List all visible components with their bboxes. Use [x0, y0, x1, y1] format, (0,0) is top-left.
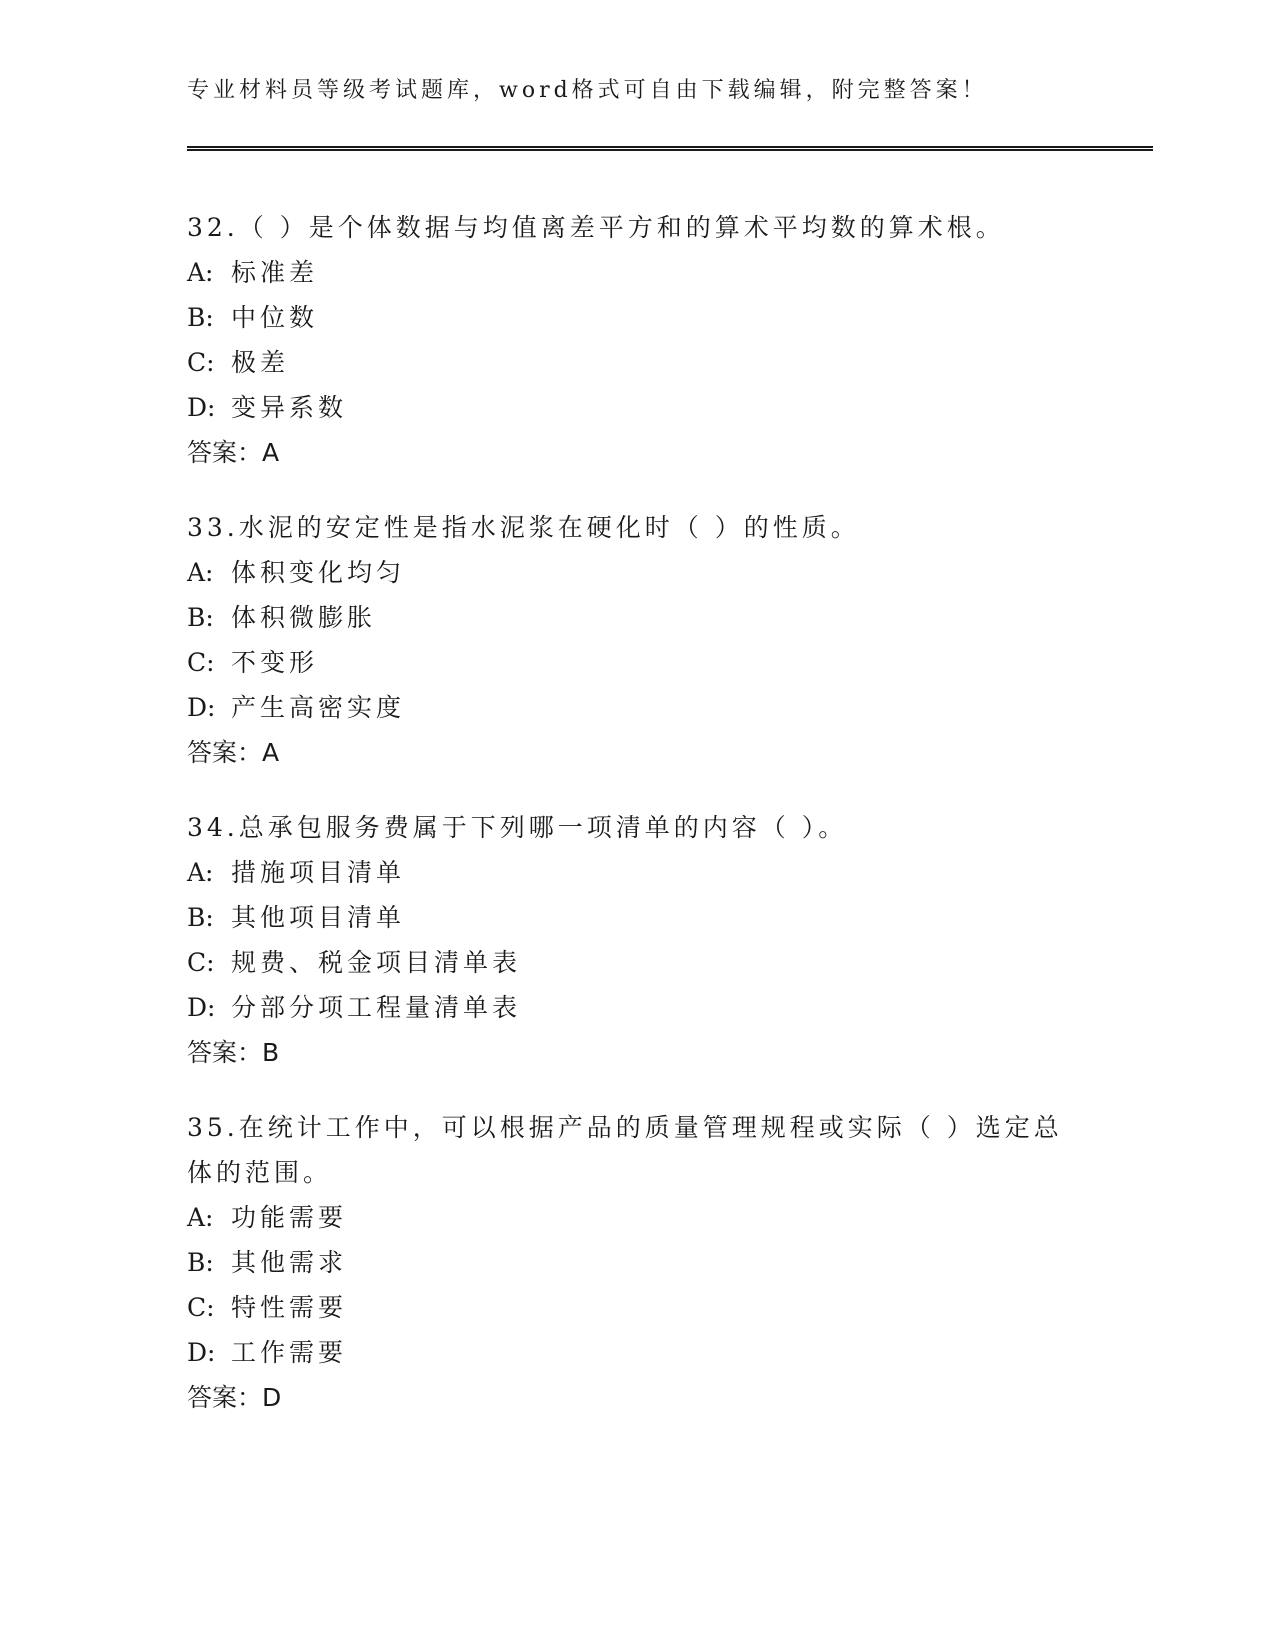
- option-key: A:: [187, 858, 214, 887]
- answer-line: [187, 730, 1087, 775]
- option-key: A:: [187, 258, 214, 287]
- option-d: [187, 385, 1087, 430]
- option-b: [187, 895, 1087, 940]
- option-d: [187, 985, 1087, 1030]
- page-header: 专业材料员等级考试题库，word格式可自由下载编辑，附完整答案！: [187, 78, 988, 103]
- option-key: C:: [187, 348, 215, 377]
- option-c: [187, 940, 1087, 985]
- answer-label: 答案：: [187, 1383, 263, 1412]
- option-text: 极差: [231, 348, 290, 377]
- option-key: B:: [187, 603, 214, 632]
- option-key: B:: [187, 1248, 214, 1277]
- answer-line: [187, 1030, 1087, 1075]
- option-b: [187, 595, 1087, 640]
- option-key: D:: [187, 993, 216, 1022]
- answer-label: 答案：: [187, 738, 263, 767]
- option-text: 措施项目清单: [231, 858, 406, 887]
- option-c: [187, 1285, 1087, 1330]
- option-c: [187, 340, 1087, 385]
- answer-value: A: [262, 738, 280, 767]
- question-stem: 34.总承包服务费属于下列哪一项清单的内容（ ）。: [187, 813, 848, 842]
- option-text: 中位数: [231, 303, 319, 332]
- answer-label: 答案：: [187, 438, 263, 467]
- option-key: A:: [187, 1203, 214, 1232]
- question-32: [187, 205, 1087, 475]
- option-b: [187, 295, 1087, 340]
- option-key: B:: [187, 303, 214, 332]
- question-33: [187, 505, 1087, 775]
- question-stem: 35.在统计工作中，可以根据产品的质量管理规程或实际（ ）选定总体的范围。: [187, 1113, 1063, 1187]
- option-text: 工作需要: [231, 1338, 348, 1367]
- answer-line: [187, 1375, 1087, 1420]
- question-34: [187, 805, 1087, 1075]
- question-stem: 33.水泥的安定性是指水泥浆在硬化时（ ）的性质。: [187, 513, 860, 542]
- option-a: [187, 1195, 1087, 1240]
- option-text: 变异系数: [231, 393, 348, 422]
- answer-value: B: [262, 1038, 280, 1067]
- option-text: 不变形: [231, 648, 319, 677]
- answer-value: A: [262, 438, 280, 467]
- question-stem: 32.（ ）是个体数据与均值离差平方和的算术平均数的算术根。: [187, 213, 1005, 242]
- option-b: [187, 1240, 1087, 1285]
- option-text: 标准差: [231, 258, 319, 287]
- option-key: D:: [187, 1338, 216, 1367]
- option-key: A:: [187, 558, 214, 587]
- option-a: [187, 550, 1087, 595]
- option-text: 分部分项工程量清单表: [231, 993, 522, 1022]
- option-a: [187, 850, 1087, 895]
- option-text: 功能需要: [231, 1203, 348, 1232]
- question-list: [187, 205, 1087, 1450]
- option-key: B:: [187, 903, 214, 932]
- question-35: [187, 1105, 1087, 1420]
- option-text: 其他项目清单: [231, 903, 406, 932]
- option-key: C:: [187, 1293, 215, 1322]
- option-text: 其他需求: [231, 1248, 348, 1277]
- option-key: C:: [187, 948, 215, 977]
- answer-label: 答案：: [187, 1038, 263, 1067]
- option-text: 体积微膨胀: [231, 603, 377, 632]
- answer-line: [187, 430, 1087, 475]
- option-a: [187, 250, 1087, 295]
- option-c: [187, 640, 1087, 685]
- option-text: 产生高密实度: [231, 693, 406, 722]
- option-text: 规费、税金项目清单表: [231, 948, 522, 977]
- option-key: C:: [187, 648, 215, 677]
- option-d: [187, 685, 1087, 730]
- option-key: D:: [187, 693, 216, 722]
- answer-value: D: [262, 1383, 282, 1412]
- header-divider: [187, 146, 1153, 151]
- option-text: 体积变化均匀: [231, 558, 406, 587]
- option-key: D:: [187, 393, 216, 422]
- option-text: 特性需要: [231, 1293, 348, 1322]
- option-d: [187, 1330, 1087, 1375]
